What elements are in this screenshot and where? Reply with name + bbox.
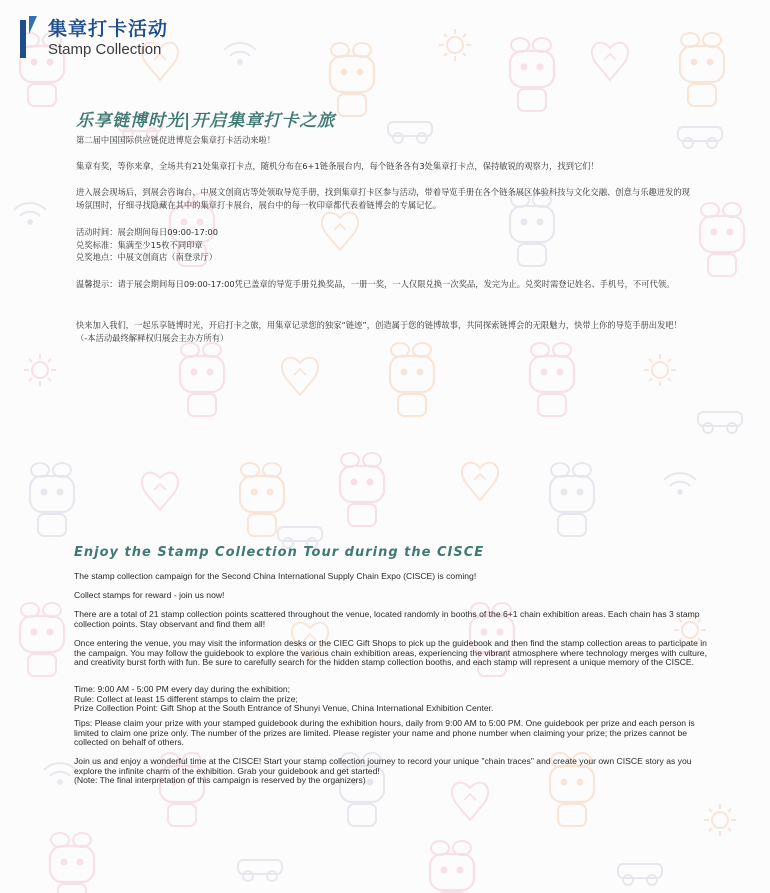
english-reward: Collect stamps for reward - join us now! (74, 590, 225, 600)
chinese-rule: 兑奖标准：集满至少15枚不同印章 (76, 239, 203, 250)
page-title-chinese: 集章打卡活动 (48, 18, 169, 40)
chinese-intro: 第二届中国国际供应链促进博览会集章打卡活动来啦！ (76, 135, 276, 145)
english-closing-paragraph (74, 757, 710, 786)
chinese-tips-paragraph (76, 278, 694, 291)
chinese-closing: 快来加入我们，一起乐享链博时光，开启打卡之旅，用集章记录您的独家“链迹”，创造属于您的链博故事，共同探索链博会的无限魅力，快带上你的导览手册出发吧！ (76, 320, 682, 330)
english-location: Prize Collection Point: Gift Shop at the South Entrance of Shunyi Venue, China International Exhibition Center. (74, 703, 494, 714)
english-intro: The stamp collection campaign for the Second China International Supply Chain Expo (CISCE) is coming! (74, 571, 477, 581)
english-closing: Join us and enjoy a wonderful time at the CISCE! Start your stamp collection journey to record your unique "chain traces" and create your own CISCE story as you explore the infinite charm of the exhibition. Grab your guidebook and get started! (74, 756, 692, 776)
chinese-details-block (76, 226, 694, 264)
english-intro-paragraph (74, 572, 710, 582)
english-details-block (74, 685, 710, 714)
english-tips: Tips: Please claim your prize with your stamped guidebook during the exhibition hours, daily from 9:00 AM to 5:00 PM. One guidebook per prize and each person is limited to claim one prize only. The number of the prizes are limited. Please register your name and phone number when claiming your prize; the prizes cannot be collected on behalf of others. (74, 718, 695, 748)
english-guide: Once entering the venue, you may visit the information desks or the CIEC Gift Shops to pick up the guidebook and then find the stamp collection areas to participate in the campaign. You may follow the guidebook to explore the various chain exhibition areas, experiencing the vibrant atmosphere where technology merges with culture, and creativity burst forth with fun. Be sure to carefully search for the hidden stamp collection booths, and each stamp will represent a unique memory of the CISCE. (74, 638, 707, 668)
chinese-section-heading: 乐享链博时光|开启集章打卡之旅 (76, 111, 336, 131)
english-reward-paragraph (74, 591, 710, 601)
chinese-time: 活动时间：展会期间每日09:00-17:00 (76, 227, 219, 237)
chinese-closing-paragraph (76, 319, 694, 344)
chinese-location: 兑奖地点：中展文创商店（南登录厅） (76, 252, 218, 263)
english-section-heading: Enjoy the Stamp Collection Tour during the CISCE (74, 545, 485, 560)
chinese-tips: 温馨提示：请于展会期间每日09:00-17:00凭已盖章的导览手册兑换奖品，一册一奖，一人仅限兑换一次奖品，发完为止。兑奖时需登记姓名、手机号，不可代领。 (76, 279, 675, 289)
english-guide-paragraph (74, 639, 710, 668)
english-points: There are a total of 21 stamp collection points scattered throughout the venue, located randomly in booths of the 6+1 chain exhibition areas. Each chain has 3 stamp collection points. Stay observant and find them all! (74, 609, 700, 629)
chinese-guide-paragraph (76, 186, 694, 211)
chinese-intro-paragraph (76, 134, 694, 147)
page-title-english: Stamp Collection (48, 41, 162, 58)
chinese-guide: 进入展会现场后，到展会咨询台、中展文创商店等处领取导览手册，找到集章打卡区参与活动，带着导览手册在各个链条展区体验科技与文化交融、创意与乐趣迸发的现场氛围时，仔细寻找隐藏在其中的集章打卡展台，展台中的每一枚印章都代表着链博会的专属记忆。 (76, 187, 690, 210)
english-tips-paragraph (74, 719, 710, 748)
english-time: Time: 9:00 AM - 5:00 PM every day during the exhibition; (74, 684, 291, 694)
chinese-note: （-本活动最终解释权归展会主办方所有） (76, 332, 229, 343)
chinese-points-paragraph (76, 160, 694, 173)
english-rule: Rule: Collect at least 15 different stamps to claim the prize; (74, 693, 298, 704)
chinese-points: 集章有奖，等你来拿，全场共有21处集章打卡点，随机分布在6+1链条展台内，每个链条各有3处集章打卡点，保持敏锐的观察力，找到它们！ (76, 161, 599, 171)
english-points-paragraph (74, 610, 710, 629)
title-accent-mark-icon (20, 16, 42, 60)
english-note: (Note: The final interpretation of this campaign is reserved by the organizers) (74, 775, 366, 786)
